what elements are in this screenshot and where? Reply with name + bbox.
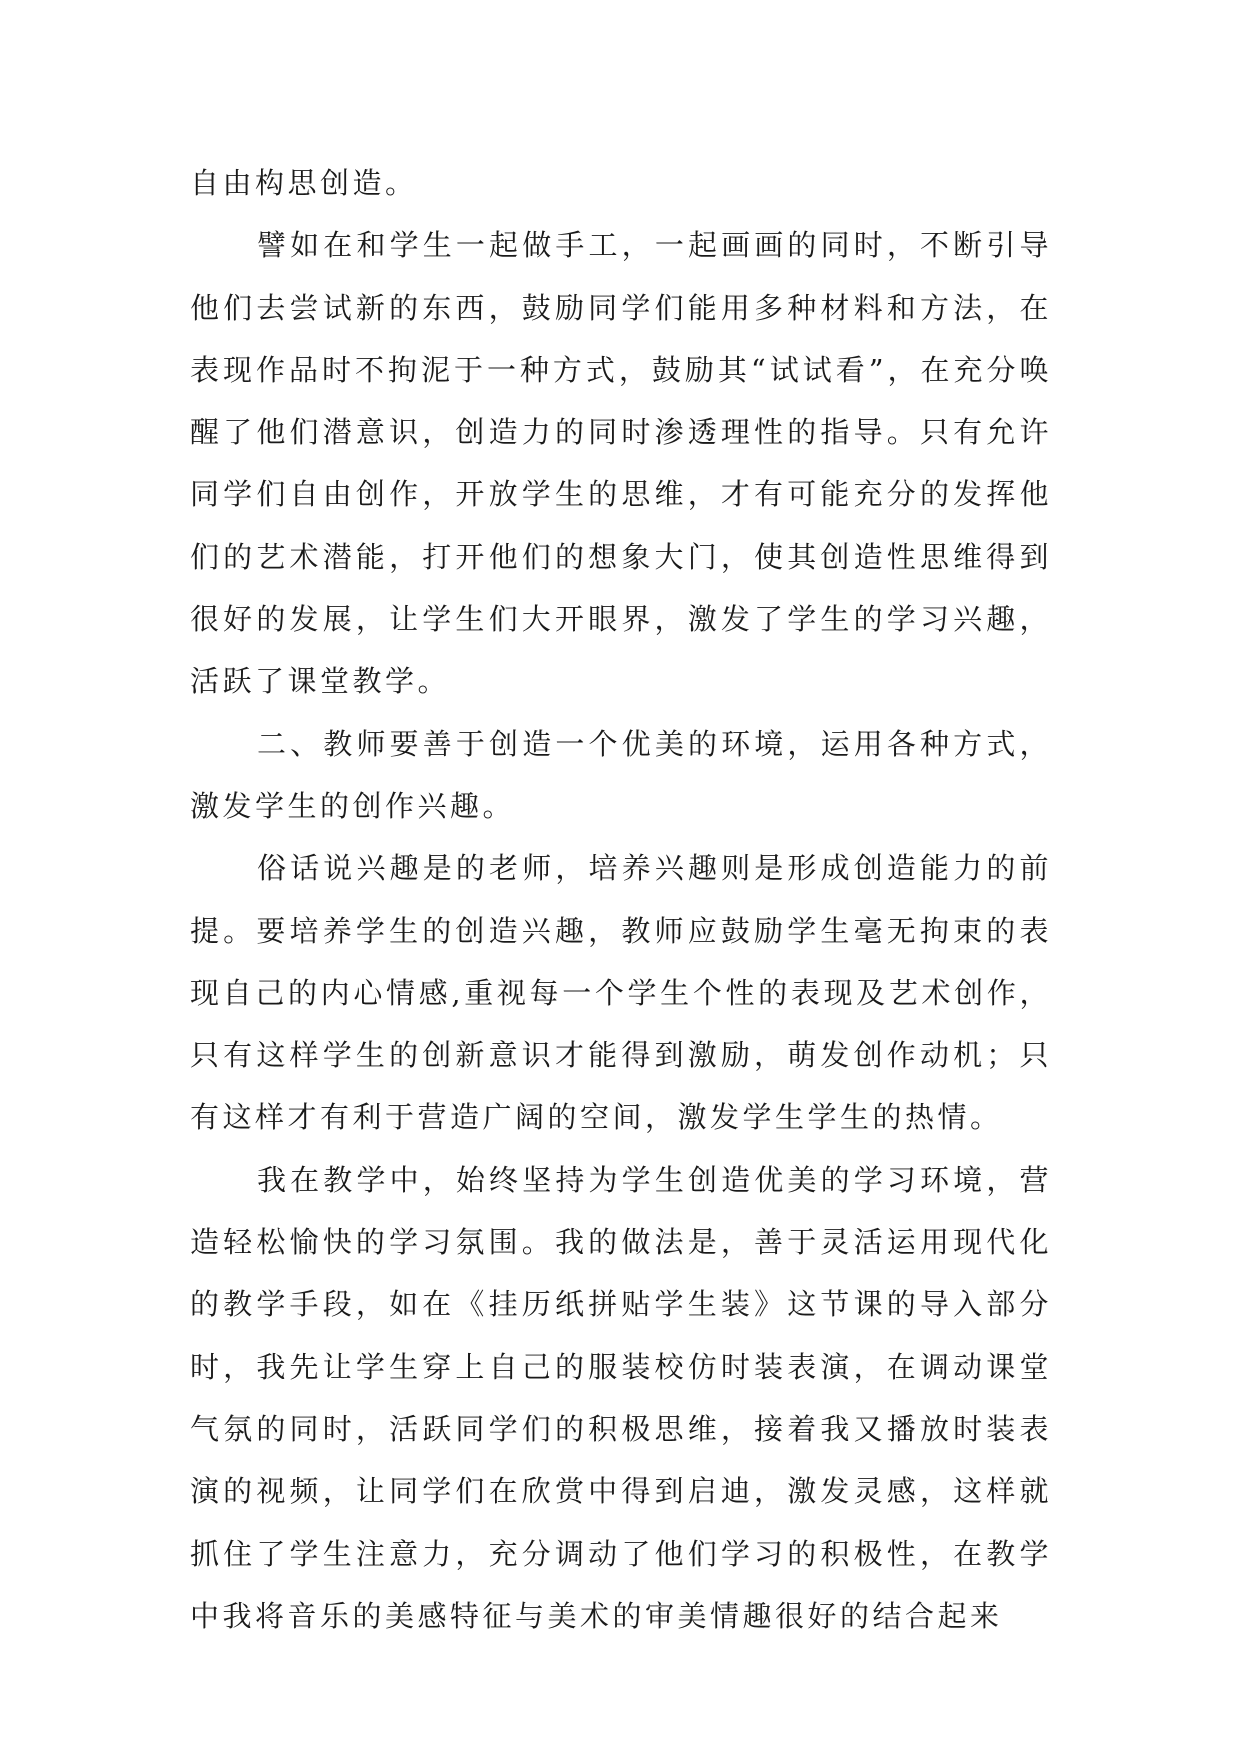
document-body	[190, 152, 1052, 1647]
paragraph-teaching-practice: 我在教学中，始终坚持为学生创造优美的学习环境，营造轻松愉快的学习氛围。我的做法是，善于灵活运用现代化的教学手段，如在《挂历纸拼贴学生装》这节课的导入部分时，我先让学生穿上自己的服装校仿时装表演，在调动课堂气氛的同时，活跃同学们的积极思维，接着我又播放时装表演的视频，让同学们在欣赏中得到启迪，激发灵感，这样就抓住了学生注意力，充分调动了他们学习的积极性，在教学中我将音乐的美感特征与美术的审美情趣很好的结合起来	[190, 1162, 1052, 1633]
paragraph-interest: 俗话说兴趣是的老师，培养兴趣则是形成创造能力的前提。要培养学生的创造兴趣，教师应鼓励学生毫无拘束的表现自己的内心情感,重视每一个学生个性的表现及艺术创作，只有这样学生的创新意识才能得到激励，萌发创作动机；只有这样才有利于营造广阔的空间，激发学生学生的热情。	[190, 851, 1052, 1135]
section-heading-two: 二、教师要善于创造一个优美的环境，运用各种方式，激发学生的创作兴趣。	[190, 726, 1052, 823]
paragraph-handcraft-example: 譬如在和学生一起做手工，一起画画的同时，不断引导他们去尝试新的东西，鼓励同学们能用多种材料和方法，在表现作品时不拘泥于一种方式，鼓励其“试试看”，在充分唤醒了他们潜意识，创造力的同时渗透理性的指导。只有允许同学们自由创作，开放学生的思维，才有可能充分的发挥他们的艺术潜能，打开他们的想象大门，使其创造性思维得到很好的发展，让学生们大开眼界，激发了学生的学习兴趣，活跃了课堂教学。	[190, 228, 1052, 699]
paragraph-continuation: 自由构思创造。	[190, 166, 418, 200]
